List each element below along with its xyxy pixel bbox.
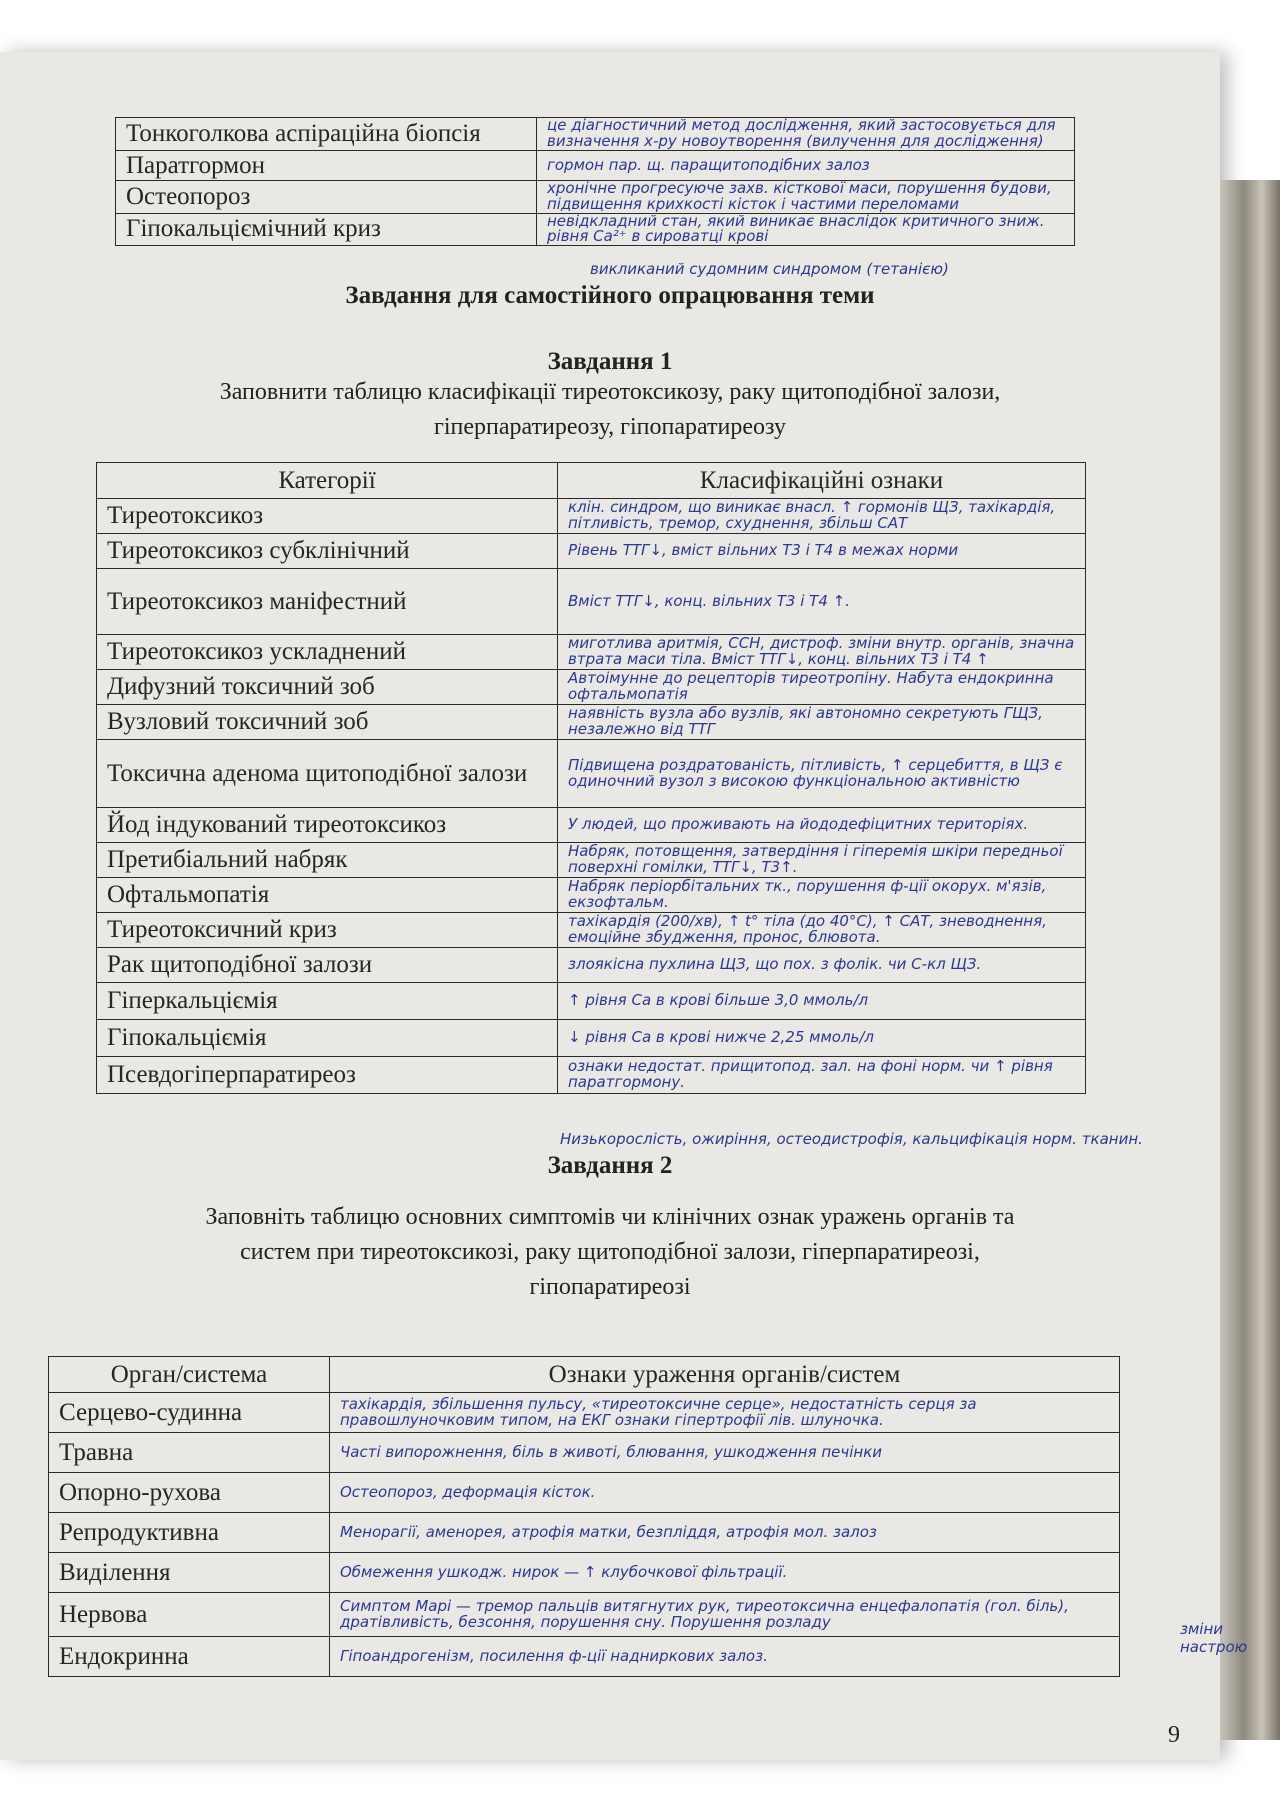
category-cell: Вузловий токсичний зоб (97, 705, 558, 740)
task1-description (60, 375, 1160, 445)
handwritten-note: зміни настрою (1180, 1620, 1248, 1656)
category-cell: Тиреотоксикоз (97, 499, 558, 534)
task2-title: Завдання 2 (547, 1152, 673, 1179)
handwritten-note: викликаний судомним синдромом (тетанією) (590, 260, 949, 278)
sign-cell: миготлива аритмія, ССН, дистроф. зміни внутр. органів, значна втрата маси тіла. Вміст ТТГ↓, конц. вільних Т3 і Т4 ↑ (558, 635, 1086, 670)
category-cell: Тиреотоксикоз субклінічний (97, 534, 558, 569)
column-header: Класифікаційні ознаки (558, 463, 1086, 499)
answer-cell: це діагностичний метод дослідження, який застосовується для визначення х-ру новоутворення (вилучення для дослідження) (537, 118, 1075, 151)
sign-cell: Вміст ТТГ↓, конц. вільних Т3 і Т4 ↑. (558, 569, 1086, 635)
sign-cell: Обмеження ушкодж. нирок — ↑ клубочкової фільтрації. (330, 1553, 1120, 1593)
classification-table (96, 462, 1086, 1094)
column-header: Орган/система (49, 1357, 330, 1393)
sign-cell: Підвищена роздратованість, пітливість, ↑ серцебиття, в ЩЗ є одиночний вузол з високою функціональною активністю (558, 740, 1086, 808)
sign-cell: злоякісна пухлина ЩЗ, що пох. з фолік. чи С-кл ЩЗ. (558, 948, 1086, 983)
organ-cell: Серцево-судинна (49, 1393, 330, 1433)
category-cell: Тиреотоксичний криз (97, 913, 558, 948)
sign-cell: Менорагії, аменорея, атрофія матки, безпліддя, атрофія мол. залоз (330, 1513, 1120, 1553)
section-title: Завдання для самостійного опрацювання теми (345, 282, 875, 309)
sign-cell: Остеопороз, деформація кісток. (330, 1473, 1120, 1513)
category-cell: Офтальмопатія (97, 878, 558, 913)
organ-cell: Нервова (49, 1593, 330, 1637)
term-cell: Паратгормон (116, 151, 537, 181)
organ-cell: Репродуктивна (49, 1513, 330, 1553)
page-number: 9 (1168, 1722, 1180, 1748)
top-terms-table (115, 117, 1075, 246)
task2-description-line: Заповніть таблицю основних симптомів чи клінічних ознак уражень органів та (205, 1204, 1015, 1230)
sign-cell: клін. синдром, що виникає внасл. ↑ гормонів ЩЗ, тахікардія, пітливість, тремор, схуднення, збільш САТ (558, 499, 1086, 534)
task2-description-line: гіпопаратиреозі (529, 1273, 691, 1300)
sign-cell: наявність вузла або вузлів, які автономно секретують ГЩЗ, незалежно від ТТГ (558, 705, 1086, 740)
task2-description (40, 1200, 1180, 1304)
sign-cell: тахікардія (200/хв), ↑ t° тіла (до 40°С), ↑ САТ, зневоднення, емоційне збудження, пронос, блювота. (558, 913, 1086, 948)
sign-cell: Рівень ТТГ↓, вміст вільних Т3 і Т4 в межах норми (558, 534, 1086, 569)
column-header: Категорії (97, 463, 558, 499)
organ-cell: Виділення (49, 1553, 330, 1593)
answer-cell: хронічне прогресуюче захв. кісткової маси, порушення будови, підвищення крихкості кісток і частими переломами (537, 181, 1075, 214)
organ-cell: Ендокринна (49, 1637, 330, 1677)
organ-cell: Травна (49, 1433, 330, 1473)
category-cell: Претибіальний набряк (97, 843, 558, 878)
category-cell: Псевдогіперпаратиреоз (97, 1057, 558, 1094)
sign-cell: ↓ рівня Са в крові нижче 2,25 ммоль/л (558, 1020, 1086, 1057)
sign-cell: Набряк, потовщення, затвердіння і гіперемія шкіри передньої поверхні гомілки, ТТГ↓, Т3↑. (558, 843, 1086, 878)
column-header: Ознаки ураження органів/систем (330, 1357, 1120, 1393)
task1-description-line: гіперпаратиреозу, гіпопаратиреозу (434, 413, 786, 440)
category-cell: Тиреотоксикоз маніфестний (97, 569, 558, 635)
category-cell: Токсична аденома щитоподібної залози (97, 740, 558, 808)
term-cell: Тонкоголкова аспіраційна біопсія (116, 118, 537, 151)
handwritten-note: Низькорослість, ожиріння, остеодистрофія, кальцифікація норм. тканин. (560, 1130, 1143, 1148)
sign-cell: У людей, що проживають на йододефіцитних територіях. (558, 808, 1086, 843)
task1-description-line: Заповнити таблицю класифікації тиреотоксикозу, раку щитоподібної залози, (219, 379, 1001, 405)
sign-cell: Часті випорожнення, біль в животі, блювання, ушкодження печінки (330, 1433, 1120, 1473)
category-cell: Гіпокальціємія (97, 1020, 558, 1057)
term-cell: Остеопороз (116, 181, 537, 214)
organ-cell: Опорно-рухова (49, 1473, 330, 1513)
sign-cell: Автоімунне до рецепторів тиреотропіну. Набута ендокринна офтальмопатія (558, 670, 1086, 705)
sign-cell: Симптом Марі — тремор пальців витягнутих рук, тиреотоксична енцефалопатія (гол. біль), дратівливість, безсоння, порушення сну. Порушення розладу (330, 1593, 1120, 1637)
sign-cell: тахікардія, збільшення пульсу, «тиреотоксичне серце», недостатність серця за правошлуночковим типом, на ЕКГ ознаки гіпертрофії лів. шлуночка. (330, 1393, 1120, 1433)
category-cell: Дифузний токсичний зоб (97, 670, 558, 705)
answer-cell: гормон пар. щ. паращитоподібних залоз (537, 151, 1075, 181)
term-cell: Гіпокальціємічний криз (116, 213, 537, 246)
task2-description-line: систем при тиреотоксикозі, раку щитоподібної залози, гіперпаратиреозі, (240, 1238, 980, 1265)
category-cell: Гіперкальціємія (97, 983, 558, 1020)
sign-cell: ↑ рівня Са в крові більше 3,0 ммоль/л (558, 983, 1086, 1020)
sign-cell: ознаки недостат. прищитопод. зал. на фоні норм. чи ↑ рівня паратгормону. (558, 1057, 1086, 1094)
sign-cell: Набряк періорбітальних тк., порушення ф-ції окорух. м'язів, екзофтальм. (558, 878, 1086, 913)
category-cell: Тиреотоксикоз ускладнений (97, 635, 558, 670)
category-cell: Йод індукований тиреотоксикоз (97, 808, 558, 843)
sign-cell: Гіпоандрогенізм, посилення ф-ції надниркових залоз. (330, 1637, 1120, 1677)
page-edge (1220, 180, 1280, 1740)
answer-cell: невідкладний стан, який виникає внаслідок критичного зниж. рівня Ca²⁺ в сироватці крові (537, 213, 1075, 246)
organ-systems-table (48, 1356, 1120, 1677)
category-cell: Рак щитоподібної залози (97, 948, 558, 983)
task1-title: Завдання 1 (547, 348, 673, 375)
